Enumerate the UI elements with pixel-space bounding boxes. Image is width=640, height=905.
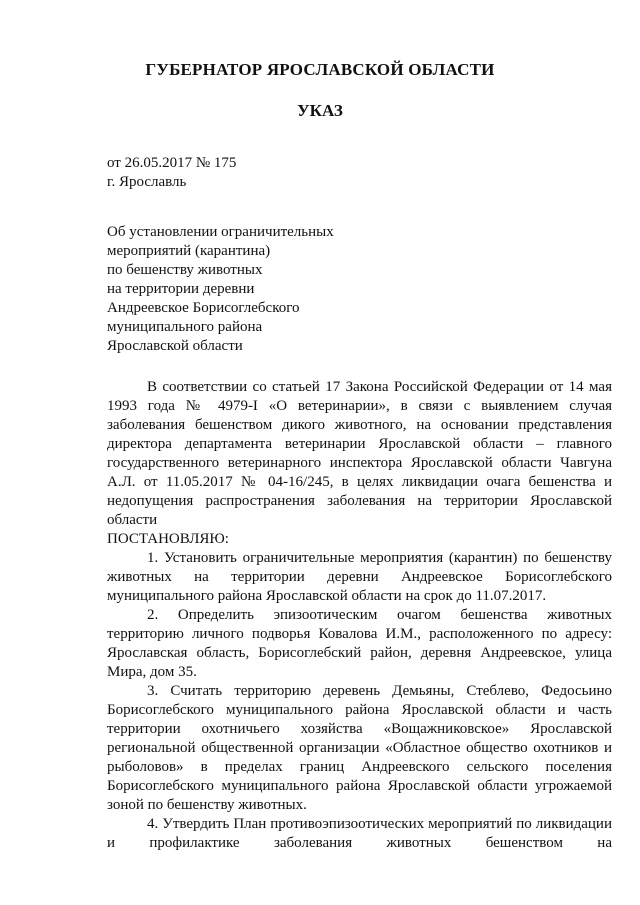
item-2-paragraph: 2. Определить эпизоотическим очагом бешенства животных территорию личного подворья Ковалова И.М., расположенного по адресу: Ярославская область, Борисоглебский район, деревня Андреевское, улица Мира, дом 35. xyxy=(107,607,612,680)
decree-heading: ПОСТАНОВЛЯЮ: xyxy=(107,531,229,547)
subject-line: муниципального района xyxy=(107,319,263,335)
subject-line: Об установлении ограничительных xyxy=(107,224,334,240)
subject-line: Андреевское Борисоглебского xyxy=(107,300,300,316)
document-type: УКАЗ xyxy=(297,101,343,120)
document-body xyxy=(107,378,612,853)
preamble-paragraph: В соответствии со статьей 17 Закона Российской Федерации от 14 мая 1993 года № 4979-I «О ветеринарии», в связи с выявлением случая заболевания бешенством дикого животного, на основании представления директора департамента ветеринарии Ярославской области – главного государственного ветеринарного инспектора Ярославской области Чавгуна А.Л. от 11.05.2017 № 04-16/245, в целях ликвидации очага бешенства и недопущения распространения заболевания на территории Ярославской области xyxy=(107,379,612,528)
item-4-paragraph: 4. Утвердить План противоэпизоотических мероприятий по ликвидации и профилактике заболевания животных бешенством на xyxy=(107,816,612,851)
document-subject xyxy=(107,223,334,356)
date-number: от 26.05.2017 № 175 xyxy=(107,155,237,171)
subject-line: мероприятий (карантина) xyxy=(107,243,271,259)
subject-line: по бешенству животных xyxy=(107,262,263,278)
item-1-paragraph: 1. Установить ограничительные мероприятия (карантин) по бешенству животных на территории деревни Андреевское Борисоглебского муниципального района Ярославской области на срок до 11.07.2017. xyxy=(107,550,612,604)
subject-line: на территории деревни xyxy=(107,281,255,297)
document-authority: ГУБЕРНАТОР ЯРОСЛАВСКОЙ ОБЛАСТИ xyxy=(145,60,495,79)
item-3-paragraph: 3. Считать территорию деревень Демьяны, Стеблево, Федосьино Борисоглебского муниципального района Ярославской области и часть территории охотничьего хозяйства «Вощажниковское» Ярославской региональной общественной организации «Областное общество охотников и рыболовов» в пределах границ Андреевского сельского поселения Борисоглебского муниципального района Ярославской области угрожаемой зоной по бешенству животных. xyxy=(107,683,612,813)
subject-line: Ярославской области xyxy=(107,338,243,354)
document-meta xyxy=(107,154,236,192)
city: г. Ярославль xyxy=(107,174,187,190)
